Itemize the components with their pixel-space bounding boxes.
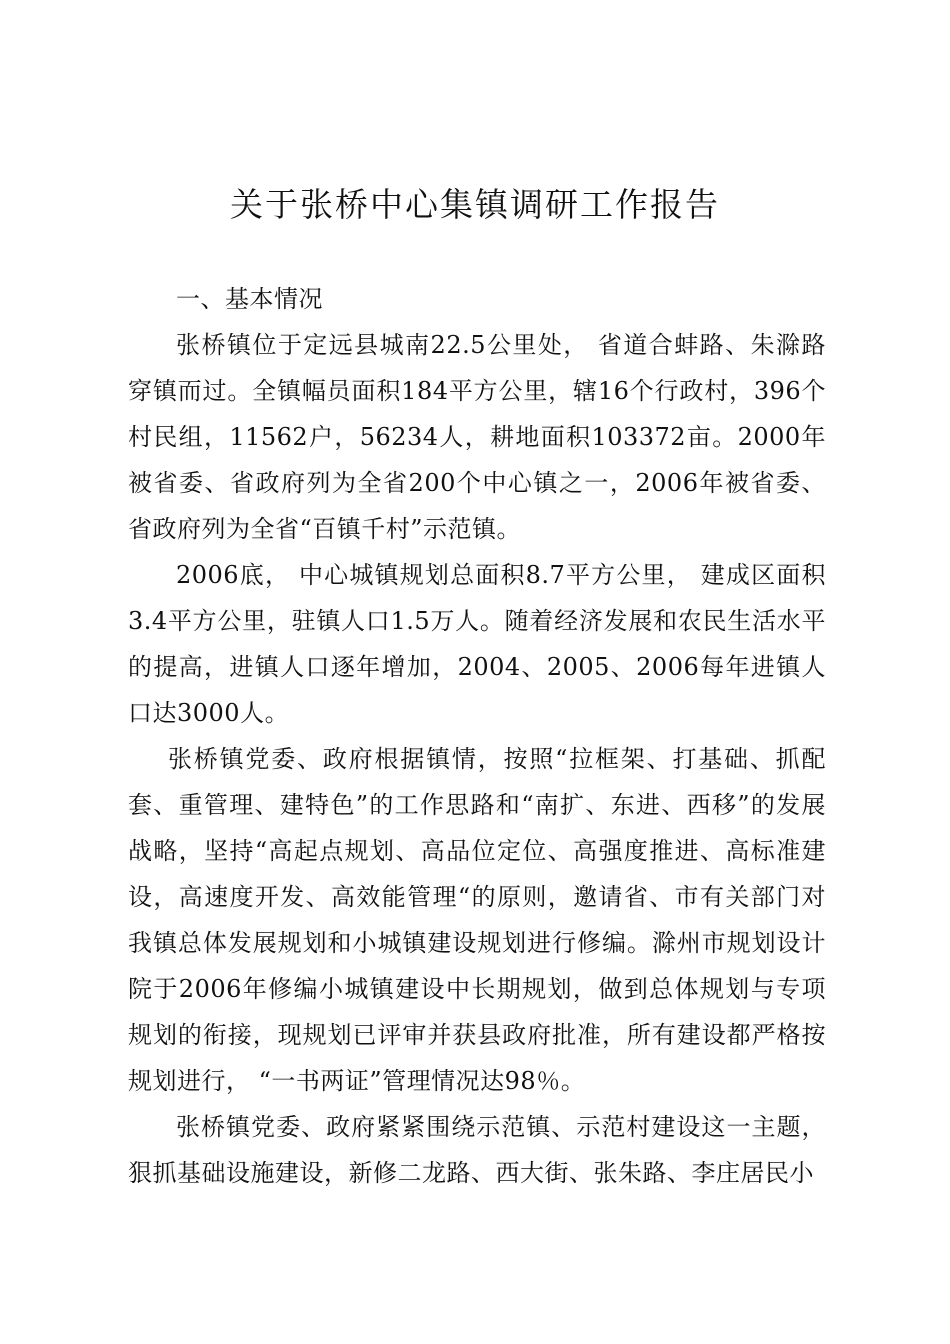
paragraph-planning-area: 2006底， 中心城镇规划总面积8.7平方公里， 建成区面积3.4平方公里，驻镇人口1.5万人。随着经济发展和农民生活水平的提高，进镇人口逐年增加，2004、2005、2006每年进镇人口达3000人。 <box>128 561 826 727</box>
paragraph-infrastructure: 张桥镇党委、政府紧紧围绕示范镇、示范村建设这一主题，狠抓基础设施建设，新修二龙路、西大街、张朱路、李庄居民小 <box>128 1113 826 1187</box>
document-title: 关于张桥中心集镇调研工作报告 <box>230 185 720 224</box>
paragraph-location: 张桥镇位于定远县城南22.5公里处， 省道合蚌路、朱滁路穿镇而过。全镇幅员面积184平方公里，辖16个行政村，396个村民组，11562户，56234人，耕地面积103372亩。2000年被省委、省政府列为全省200个中心镇之一，2006年被省委、省政府列为全省“百镇千村”示范镇。 <box>128 331 826 543</box>
section-heading: 一、基本情况 <box>176 285 323 313</box>
document-body <box>128 276 826 1196</box>
paragraph-development-strategy: 张桥镇党委、政府根据镇情，按照“拉框架、打基础、抓配套、重管理、建特色”的工作思路和“南扩、东进、西移”的发展战略，坚持“高起点规划、高品位定位、高强度推进、高标准建设，高速度开发、高效能管理“的原则，邀请省、市有关部门对我镇总体发展规划和小城镇建设规划进行修编。滁州市规划设计院于2006年修编小城镇建设中长期规划，做到总体规划与专项规划的衔接，现规划已评审并获县政府批准，所有建设都严格按规划进行， “一书两证”管理情况达98％。 <box>128 745 826 1095</box>
